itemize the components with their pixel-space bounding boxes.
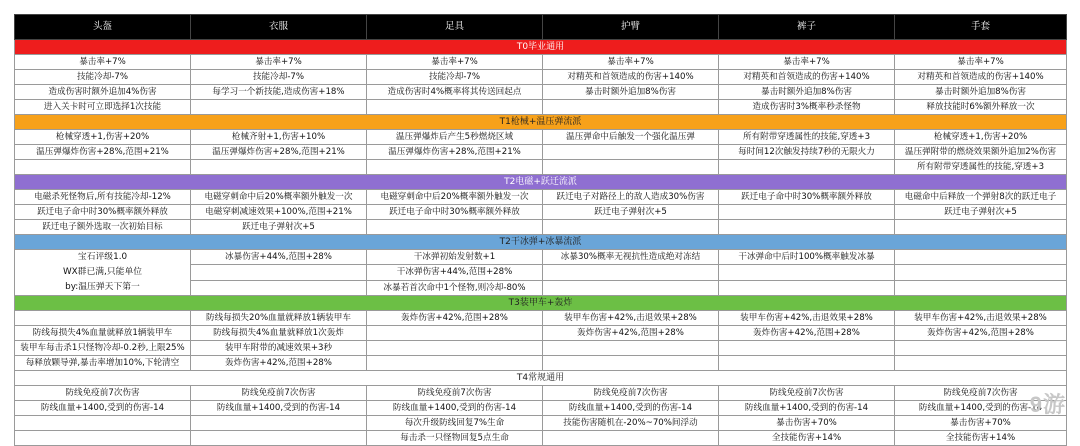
table-cell [895,341,1067,356]
table-cell: 冰暴30%概率无视抗性造成绝对冻结 [543,250,719,265]
table-cell [15,160,191,175]
table-cell [543,160,719,175]
table-cell: 全技能伤害+14% [719,431,895,446]
table-row [15,356,1067,371]
table-cell: 暴击率+7% [895,55,1067,70]
table-cell: 跃迁电子命中时30%概率额外释放 [367,205,543,220]
table-cell [895,220,1067,235]
table-cell: 释放技能时6%额外释放一次 [895,100,1067,115]
tier-label: T4常规通用 [15,371,1067,386]
table-cell: 暴击率+7% [191,55,367,70]
table-cell [367,356,543,371]
table-cell [895,250,1067,265]
table-cell: 技能冷却-7% [191,70,367,85]
table-cell: 干冰弹初始发射数+1 [367,250,543,265]
table-cell: 所有附带穿透属性的技能,穿透+3 [719,130,895,145]
table-cell [191,416,367,431]
table-cell [895,280,1067,295]
table-cell: 防线血量+1400,受到的伤害-14 [719,401,895,416]
table-cell [543,431,719,446]
table-cell: 防线每损失20%血量就释放1辆装甲车 [191,311,367,326]
table-cell: 防线血量+1400,受到的伤害-14 [367,401,543,416]
author-note-line: WX群已满,只能单位 [17,265,188,280]
table-cell: 每释放颗导弹,暴击率增加10%,下轮清空 [15,356,191,371]
tier-header-t1 [15,115,1067,130]
table-cell [719,356,895,371]
table-row [15,85,1067,100]
table-cell: 防线血量+1400,受到的伤害-14 [191,401,367,416]
table-cell: 进入关卡时可立即选择1次技能 [15,100,191,115]
author-note [15,250,191,296]
table-cell [367,220,543,235]
tier-label: T0毕业通用 [15,40,1067,55]
table-cell: 技能伤害随机在-20%~70%间浮动 [543,416,719,431]
table-cell [543,145,719,160]
table-cell: 防线免疫前7次伤害 [191,386,367,401]
table-cell: 防线免疫前7次伤害 [367,386,543,401]
table-cell [719,280,895,295]
table-cell: 暴击率+7% [719,55,895,70]
table-cell [719,265,895,280]
gem-table [14,14,1067,446]
tier-header-t3 [15,235,1067,250]
table-cell [543,356,719,371]
table-cell [719,341,895,356]
table-cell: 轰炸伤害+42%,范围+28% [543,326,719,341]
table-cell: 冰暴若首次命中1个怪物,则冷却-80% [367,280,543,295]
table-cell: 技能冷却-7% [367,70,543,85]
table-row [15,145,1067,160]
table-cell: 电磁杀死怪物后,所有技能冷却-12% [15,190,191,205]
table-cell: 温压弹爆炸伤害+28%,范围+21% [191,145,367,160]
table-row [15,100,1067,115]
table-cell [15,431,191,446]
table-cell [543,341,719,356]
table-cell [895,356,1067,371]
table-cell: 轰炸伤害+42%,范围+28% [367,311,543,326]
tier-label: T3装甲车+轰炸 [15,296,1067,311]
table-cell: 枪械穿透+1,伤害+20% [15,130,191,145]
table-cell: 防线血量+1400,受到的伤害-14 [15,401,191,416]
table-row [15,130,1067,145]
table-cell: 所有附带穿透属性的技能,穿透+3 [895,160,1067,175]
table-cell [367,160,543,175]
table-cell: 电磁命中后释放一个弹射8次的跃迁电子 [895,190,1067,205]
tier-label: T2电磁+跃迁流派 [15,175,1067,190]
col-header-boots: 足具 [367,15,543,40]
table-cell: 防线每损失4%血量就释放1次轰炸 [191,326,367,341]
table-cell: 跃迁电子命中时30%概率额外释放 [15,205,191,220]
table-cell: 防线血量+1400,受到的伤害-14 [895,401,1067,416]
table-cell [543,100,719,115]
table-cell: 造成伤害时4%概率将其传送回起点 [367,85,543,100]
table-cell: 每击杀一只怪物回复5点生命 [367,431,543,446]
table-cell: 轰炸伤害+42%,范围+28% [719,326,895,341]
tier-label: T1枪械+温压弹流派 [15,115,1067,130]
table-cell: 装甲车伤害+42%,击退效果+28% [895,311,1067,326]
table-cell: 暴击率+7% [15,55,191,70]
table-row [15,250,1067,265]
table-cell: 暴击时额外追加8%伤害 [719,85,895,100]
table-cell: 干冰弹伤害+44%,范围+28% [367,265,543,280]
table-cell: 每时间12次触发持续7秒的无限火力 [719,145,895,160]
table-cell: 每次升级防线回复7%生命 [367,416,543,431]
table-cell: 轰炸伤害+42%,范围+28% [191,356,367,371]
table-cell: 温压弹命中后触发一个强化温压弹 [543,130,719,145]
table-cell [719,220,895,235]
tier-header-t4 [15,296,1067,311]
table-cell: 温压弹爆炸伤害+28%,范围+21% [367,145,543,160]
table-row [15,341,1067,356]
col-header-pants: 裤子 [719,15,895,40]
table-cell: 技能冷却-7% [15,70,191,85]
table-row [15,416,1067,431]
table-cell [543,220,719,235]
table-cell: 防线免疫前7次伤害 [15,386,191,401]
table-cell [367,341,543,356]
gem-table-body [15,15,1067,446]
table-cell: 干冰弹命中后时100%概率触发冰暴 [719,250,895,265]
table-cell: 电磁穿刺减速效果+100%,范围+21% [191,205,367,220]
table-cell [191,280,367,295]
table-cell [191,431,367,446]
tier-label: T2干冰弹+冰暴流派 [15,235,1067,250]
table-row [15,431,1067,446]
table-row [15,326,1067,341]
author-note-line: by:温压弹天下第一 [17,280,188,295]
table-cell: 温压弹爆炸伤害+28%,范围+21% [15,145,191,160]
table-row [15,386,1067,401]
tier-header-t5 [15,371,1067,386]
table-cell: 防线每损失4%血量就释放1辆装甲车 [15,326,191,341]
table-cell: 装甲车伤害+42%,击退效果+28% [543,311,719,326]
table-cell: 暴击伤害+70% [719,416,895,431]
table-row [15,401,1067,416]
table-cell: 造成伤害时3%概率秒杀怪物 [719,100,895,115]
table-cell: 装甲车附带的减速效果+3秒 [191,341,367,356]
table-cell: 暴击率+7% [543,55,719,70]
table-cell [191,100,367,115]
table-cell: 暴击伤害+70% [895,416,1067,431]
table-cell: 跃迁电子弹射次+5 [895,205,1067,220]
table-cell: 防线血量+1400,受到的伤害-14 [543,401,719,416]
col-header-gloves: 手套 [895,15,1067,40]
table-cell: 防线免疫前7次伤害 [719,386,895,401]
table-cell: 防线免疫前7次伤害 [543,386,719,401]
table-cell: 温压弹爆炸后产生5秒燃烧区域 [367,130,543,145]
table-cell [367,326,543,341]
table-cell: 防线免疫前7次伤害 [895,386,1067,401]
table-cell [719,205,895,220]
table-cell: 枪械齐射+1,伤害+10% [191,130,367,145]
table-row [15,70,1067,85]
table-cell [543,265,719,280]
table-cell: 冰暴伤害+44%,范围+28% [191,250,367,265]
table-cell [15,416,191,431]
table-cell: 对精英和首领造成的伤害+140% [719,70,895,85]
table-cell: 枪械穿透+1,伤害+20% [895,130,1067,145]
author-note-line: 宝石评级1.0 [17,250,188,265]
table-cell [367,100,543,115]
table-cell: 装甲车每击杀1只怪物冷却-0.2秒,上限25% [15,341,191,356]
table-cell: 跃迁电子对路径上的敌人造成30%伤害 [543,190,719,205]
table-cell: 跃迁电子命中时30%概率额外释放 [719,190,895,205]
table-cell [543,280,719,295]
table-cell [15,311,191,326]
table-cell: 装甲车伤害+42%,击退效果+28% [719,311,895,326]
table-cell: 对精英和首领造成的伤害+140% [895,70,1067,85]
table-row [15,190,1067,205]
table-row [15,160,1067,175]
table-cell [719,160,895,175]
table-cell: 全技能伤害+14% [895,431,1067,446]
table-cell: 对精英和首领造成的伤害+140% [543,70,719,85]
table-cell [895,265,1067,280]
header-row [15,15,1067,40]
table-cell: 电磁穿刺命中后20%概率额外触发一次 [367,190,543,205]
col-header-bracer: 护臂 [543,15,719,40]
table-row [15,311,1067,326]
table-row [15,220,1067,235]
col-header-helmet: 头盔 [15,15,191,40]
table-cell [191,160,367,175]
table-cell: 暴击时额外追加8%伤害 [543,85,719,100]
table-cell: 电磁穿刺命中后20%概率额外触发一次 [191,190,367,205]
table-cell: 跃迁电子额外选取一次初始目标 [15,220,191,235]
table-row [15,205,1067,220]
col-header-armor: 衣服 [191,15,367,40]
table-cell [191,265,367,280]
tier-header-t2 [15,175,1067,190]
table-cell: 造成伤害时额外追加4%伤害 [15,85,191,100]
table-cell: 暴击率+7% [367,55,543,70]
table-row [15,55,1067,70]
table-cell: 跃迁电子弹射次+5 [191,220,367,235]
table-cell: 轰炸伤害+42%,范围+28% [895,326,1067,341]
table-cell: 跃迁电子弹射次+5 [543,205,719,220]
table-cell: 温压弹附带的燃烧效果额外追加2%伤害 [895,145,1067,160]
table-cell: 暴击时额外追加8%伤害 [895,85,1067,100]
watermark-logo: 9游 [1030,388,1066,419]
tier-header-t0 [15,40,1067,55]
table-cell: 每学习一个新技能,造成伤害+18% [191,85,367,100]
